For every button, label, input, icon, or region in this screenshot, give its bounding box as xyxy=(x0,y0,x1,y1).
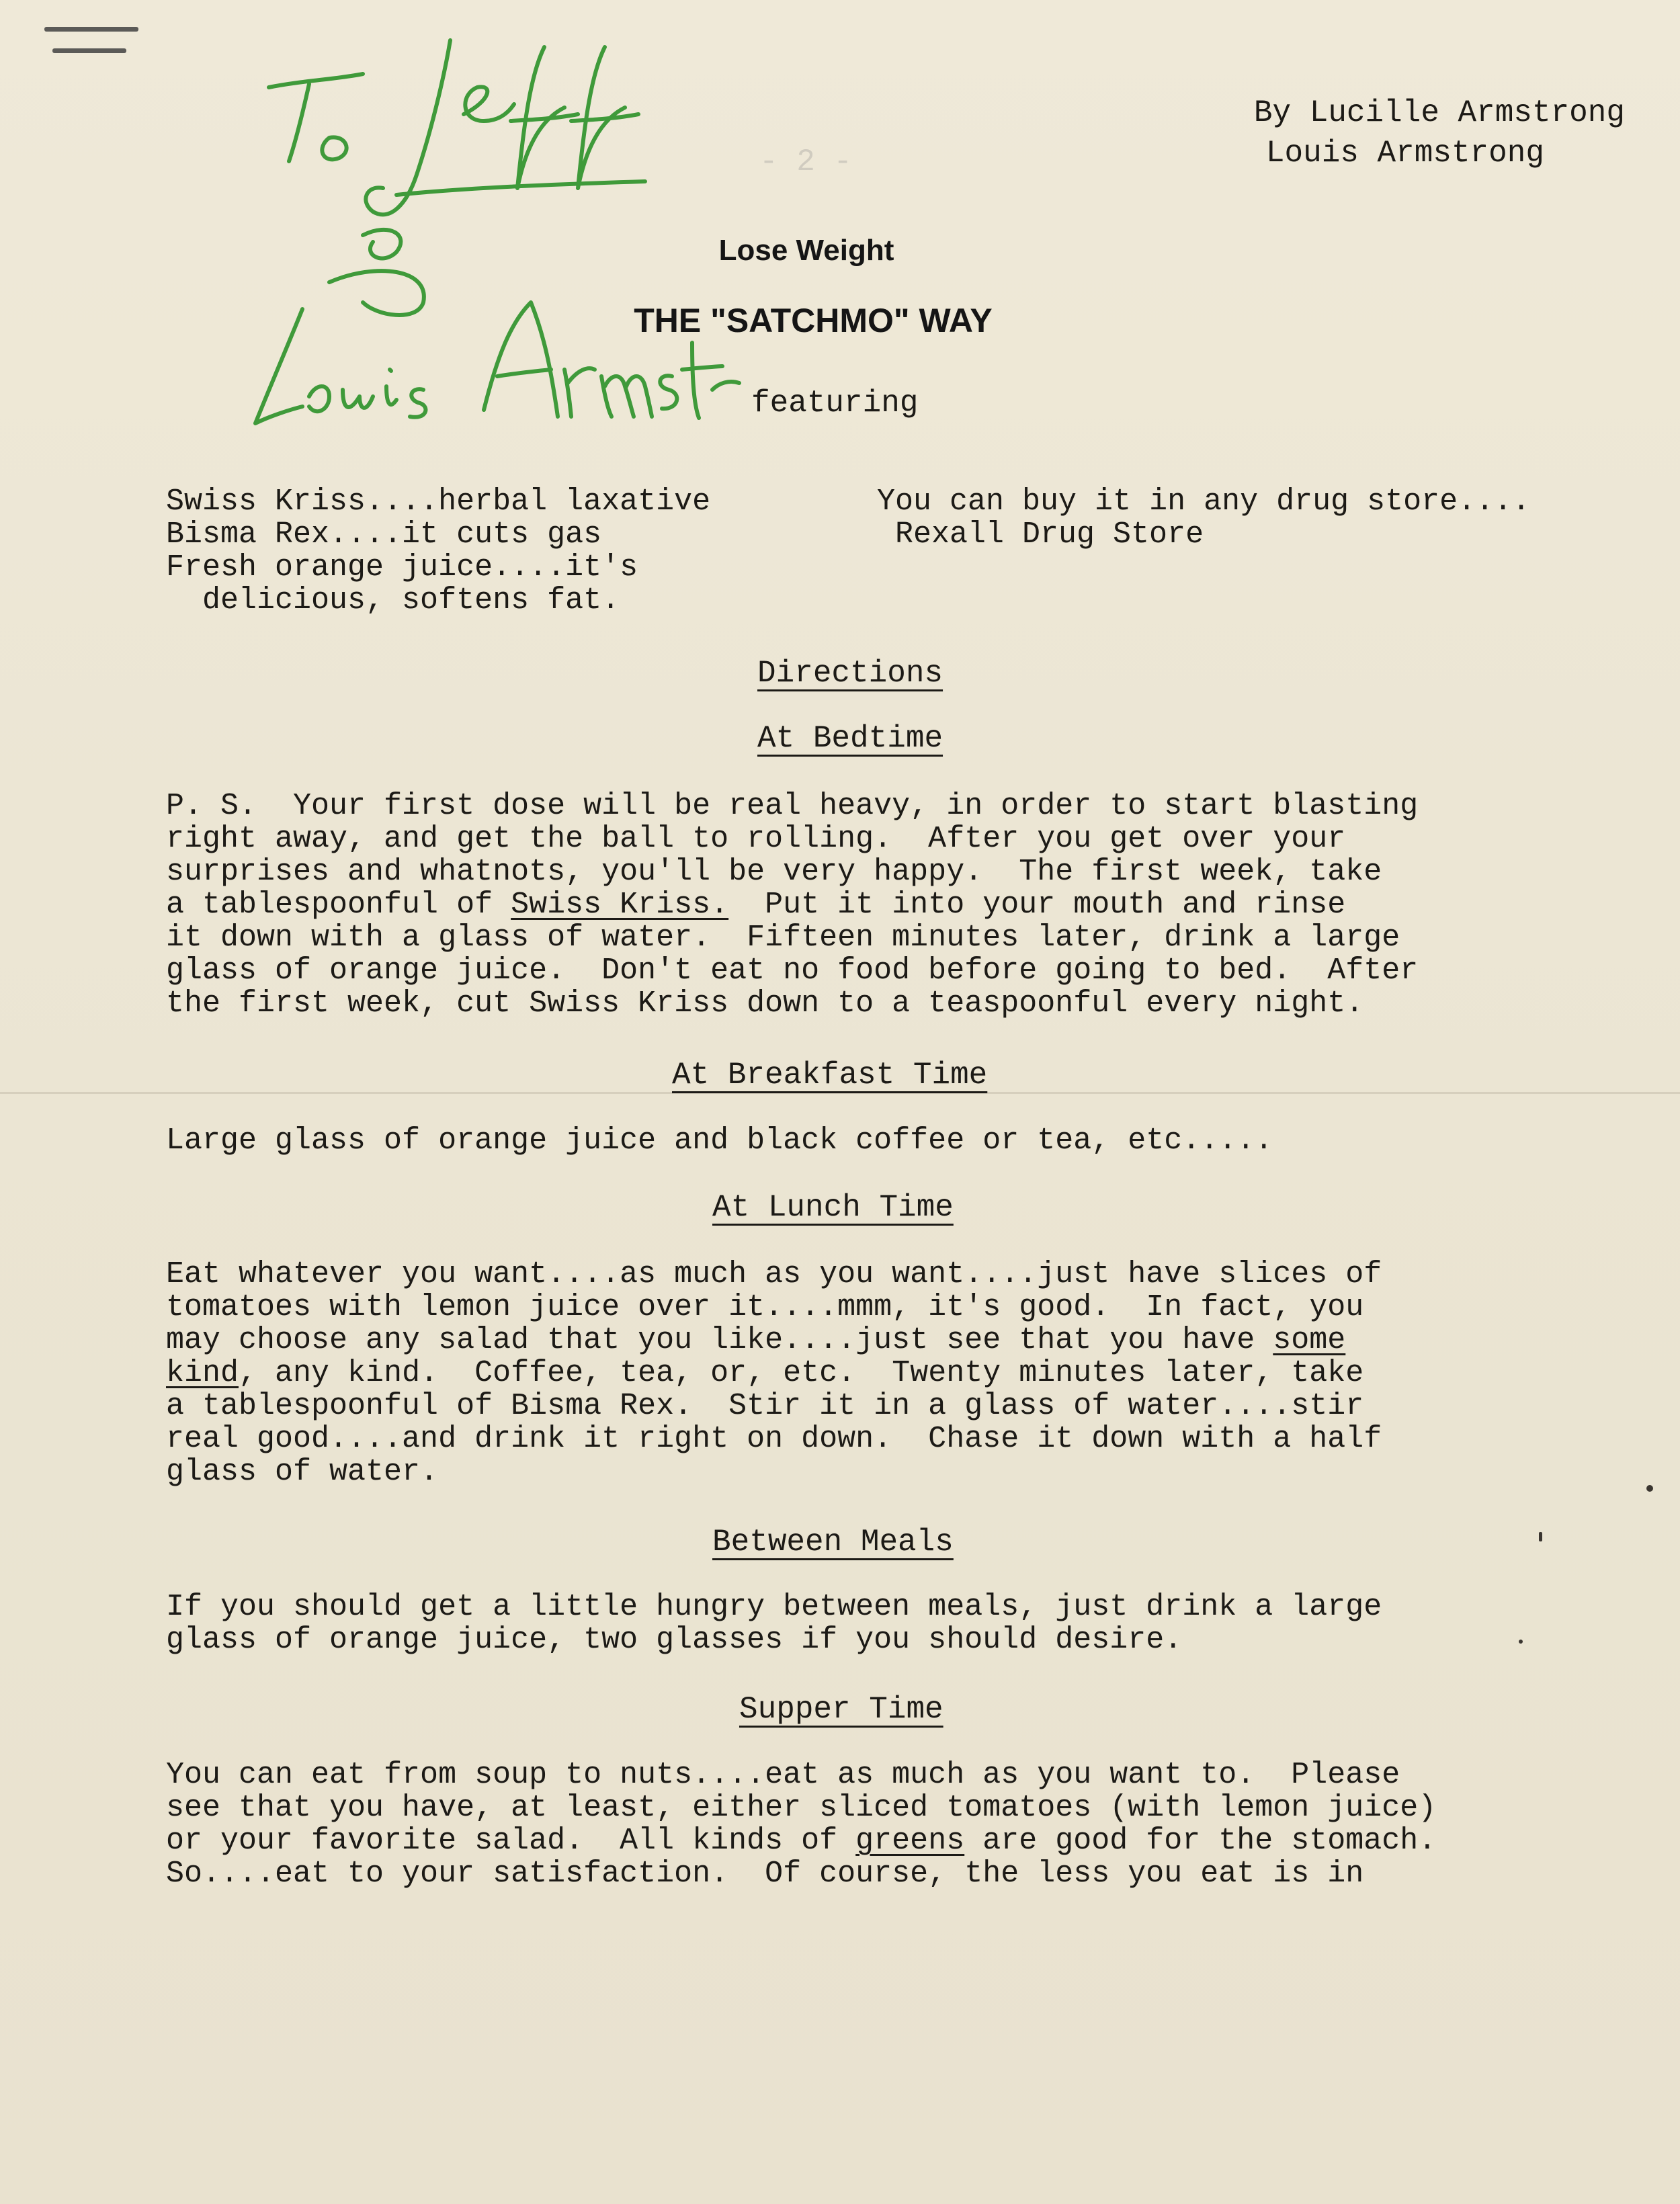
text-run: may choose any salad that you like....just see that you have xyxy=(166,1323,1273,1357)
byline-author-1: By Lucille Armstrong xyxy=(1253,95,1625,130)
body-line xyxy=(166,1324,1345,1357)
body-line: Eat whatever you want....as much as you want....just have slices of xyxy=(166,1257,1382,1291)
heading-directions: Directions xyxy=(757,656,943,691)
body-line: If you should get a little hungry between meals, just drink a large xyxy=(166,1590,1382,1624)
featuring-note: You can buy it in any drug store.... xyxy=(877,484,1531,519)
paper-speck xyxy=(1539,1532,1542,1541)
featuring-item: Bisma Rex....it cuts gas xyxy=(166,517,602,552)
underlined-text: kind xyxy=(166,1356,239,1390)
body-line: So....eat to your satisfaction. Of course, the less you eat is in xyxy=(166,1857,1364,1891)
body-line: real good....and drink it right on down. Chase it down with a half xyxy=(166,1422,1382,1456)
text-run: or your favorite salad. All kinds of xyxy=(166,1824,856,1858)
body-line: You can eat from soup to nuts....eat as much as you want to. Please xyxy=(166,1758,1400,1792)
featuring-item: delicious, softens fat. xyxy=(166,583,620,618)
body-line xyxy=(166,888,1345,921)
staple-mark xyxy=(52,48,126,53)
body-line: tomatoes with lemon juice over it....mmm, it's good. In fact, you xyxy=(166,1290,1364,1324)
body-line: glass of water. xyxy=(166,1455,439,1489)
body-line: P. S. Your first dose will be real heavy, in order to start blasting xyxy=(166,789,1419,823)
featuring-item: Swiss Kriss....herbal laxative xyxy=(166,484,711,519)
heading-between-meals: Between Meals xyxy=(712,1525,954,1560)
body-line: glass of orange juice. Don't eat no food before going to bed. After xyxy=(166,953,1419,988)
body-line: Large glass of orange juice and black coffee or tea, etc..... xyxy=(166,1124,1273,1158)
byline xyxy=(1254,93,1625,173)
featuring-note: Rexall Drug Store xyxy=(895,517,1204,552)
body-line: it down with a glass of water. Fifteen minutes later, drink a large xyxy=(166,921,1400,955)
heading-at-breakfast-time: At Breakfast Time xyxy=(672,1058,988,1093)
featuring-label: featuring xyxy=(751,386,919,421)
underlined-text: some xyxy=(1273,1323,1346,1357)
body-line xyxy=(166,1824,1436,1857)
staple-mark xyxy=(44,27,138,32)
underlined-text: Swiss Kriss. xyxy=(511,888,729,922)
body-line: see that you have, at least, either sliced tomatoes (with lemon juice) xyxy=(166,1791,1437,1825)
title-lose-weight: Lose Weight xyxy=(718,234,894,267)
featuring-item: Fresh orange juice....it's xyxy=(166,550,638,585)
text-run: Put it into your mouth and rinse xyxy=(728,888,1346,922)
body-line: the first week, cut Swiss Kriss down to a teaspoonful every night. xyxy=(166,986,1364,1021)
body-line: a tablespoonful of Bisma Rex. Stir it in a glass of water....stir xyxy=(166,1389,1364,1423)
page-number: - 2 - xyxy=(759,144,853,179)
body-line xyxy=(166,1357,1363,1390)
paper-speck xyxy=(1646,1485,1653,1492)
body-line: surprises and whatnots, you'll be very happy. The first week, take xyxy=(166,855,1382,889)
byline-author-2: Louis Armstrong xyxy=(1265,136,1544,171)
heading-at-bedtime: At Bedtime xyxy=(757,721,943,756)
text-run: are good for the stomach. xyxy=(964,1824,1437,1858)
text-run: , any kind. Coffee, tea, or, etc. Twenty minutes later, take xyxy=(239,1356,1364,1390)
body-line: glass of orange juice, two glasses if you should desire. xyxy=(166,1623,1183,1657)
heading-supper-time: Supper Time xyxy=(739,1692,943,1727)
heading-at-lunch-time: At Lunch Time xyxy=(712,1190,954,1225)
title-satchmo-way: THE "SATCHMO" WAY xyxy=(634,302,993,339)
text-run: a tablespoonful of xyxy=(166,888,511,922)
body-line: right away, and get the ball to rolling. After you get over your xyxy=(166,822,1346,856)
underlined-text: greens xyxy=(855,1824,965,1858)
paper-speck xyxy=(1519,1640,1523,1644)
